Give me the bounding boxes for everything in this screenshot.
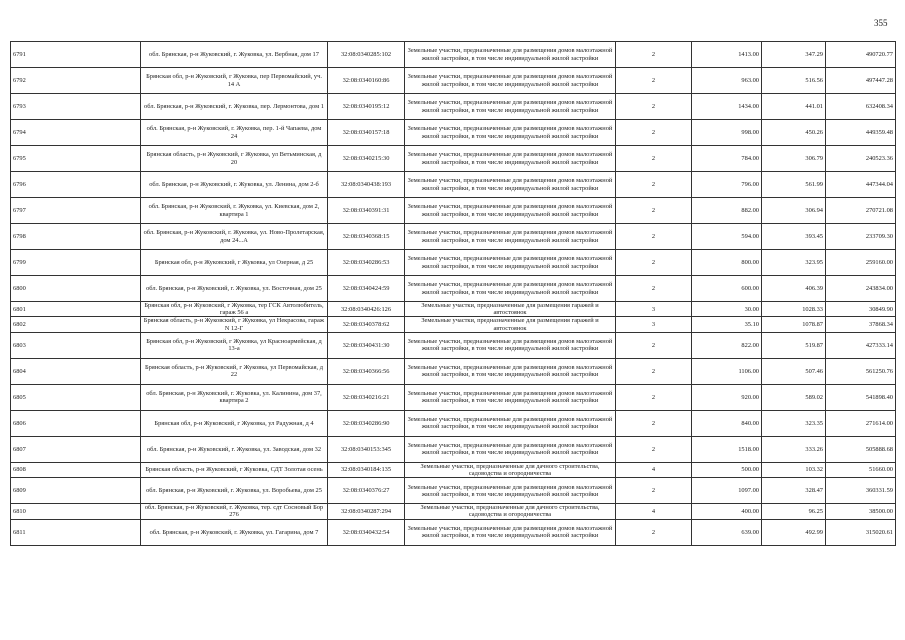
address-cell: обл. Брянская, р-н Жуковский, г. Жуковка, ул. Заводская, дом 32 bbox=[141, 436, 328, 462]
cadastral-number-cell: 32:08:0340157:18 bbox=[328, 120, 405, 146]
area-cell: 822.00 bbox=[692, 332, 762, 358]
table-row bbox=[11, 519, 896, 545]
cadastral-value-cell: 271614.00 bbox=[826, 410, 896, 436]
category-cell: 2 bbox=[616, 436, 692, 462]
category-cell: 2 bbox=[616, 410, 692, 436]
land-use-cell: Земельные участки, предназначенные для размещения домов малоэтажной жилой застройки, в том числе индивидуальной жилой застройки bbox=[405, 68, 616, 94]
row-number: 6800 bbox=[11, 276, 141, 302]
table-row bbox=[11, 384, 896, 410]
area-cell: 1097.00 bbox=[692, 478, 762, 504]
area-cell: 639.00 bbox=[692, 519, 762, 545]
row-number: 6808 bbox=[11, 462, 141, 477]
row-number: 6793 bbox=[11, 94, 141, 120]
address-cell: Брянская обл, р-н Жуковский, г Жуковка, пер Первомайский, уч. 14 А bbox=[141, 68, 328, 94]
land-use-cell: Земельные участки, предназначенные для размещения домов малоэтажной жилой застройки, в том числе индивидуальной жилой застройки bbox=[405, 146, 616, 172]
table-row bbox=[11, 410, 896, 436]
category-cell: 3 bbox=[616, 302, 692, 317]
area-cell: 784.00 bbox=[692, 146, 762, 172]
cadastral-value-cell: 240523.36 bbox=[826, 146, 896, 172]
unit-value-cell: 1028.33 bbox=[762, 302, 826, 317]
cadastral-value-cell: 270721.08 bbox=[826, 198, 896, 224]
table-row bbox=[11, 462, 896, 477]
cadastral-value-cell: 51660.00 bbox=[826, 462, 896, 477]
area-cell: 1106.00 bbox=[692, 358, 762, 384]
cadastral-number-cell: 32:08:0340216:21 bbox=[328, 384, 405, 410]
category-cell: 2 bbox=[616, 68, 692, 94]
category-cell: 2 bbox=[616, 172, 692, 198]
cadastral-number-cell: 32:08:0340432:54 bbox=[328, 519, 405, 545]
address-cell: обл. Брянская, р-н Жуковский, г. Жуковка, ул. Гагарина, дом 7 bbox=[141, 519, 328, 545]
row-number: 6801 bbox=[11, 302, 141, 317]
category-cell: 2 bbox=[616, 198, 692, 224]
unit-value-cell: 306.79 bbox=[762, 146, 826, 172]
category-cell: 2 bbox=[616, 478, 692, 504]
area-cell: 500.00 bbox=[692, 462, 762, 477]
land-use-cell: Земельные участки, предназначенные для размещения домов малоэтажной жилой застройки, в том числе индивидуальной жилой застройки bbox=[405, 332, 616, 358]
unit-value-cell: 507.46 bbox=[762, 358, 826, 384]
address-cell: обл. Брянская, р-н Жуковский, г. Жуковка, ул. Ново-Пролетарская, дом 24...А bbox=[141, 224, 328, 250]
unit-value-cell: 328.47 bbox=[762, 478, 826, 504]
area-cell: 400.00 bbox=[692, 504, 762, 519]
area-cell: 1413.00 bbox=[692, 42, 762, 68]
land-use-cell: Земельные участки, предназначенные для размещения домов малоэтажной жилой застройки, в том числе индивидуальной жилой застройки bbox=[405, 224, 616, 250]
land-use-cell: Земельные участки, предназначенные для размещения домов малоэтажной жилой застройки, в том числе индивидуальной жилой застройки bbox=[405, 250, 616, 276]
area-cell: 920.00 bbox=[692, 384, 762, 410]
page-number: 355 bbox=[874, 18, 888, 28]
cadastral-value-cell: 427333.14 bbox=[826, 332, 896, 358]
category-cell: 4 bbox=[616, 504, 692, 519]
cadastral-value-cell: 497447.28 bbox=[826, 68, 896, 94]
row-number: 6798 bbox=[11, 224, 141, 250]
cadastral-number-cell: 32:08:0340286:53 bbox=[328, 250, 405, 276]
address-cell: Брянская область, р-н Жуковский, г Жуковка, СДТ Золотая осень bbox=[141, 462, 328, 477]
cadastral-number-cell: 32:08:0340368:15 bbox=[328, 224, 405, 250]
address-cell: Брянская область, р-н Жуковский, г Жуковка, ул Некрасова, гараж N 12-Г bbox=[141, 317, 328, 332]
land-use-cell: Земельные участки, предназначенные для размещения гаражей и автостоянок bbox=[405, 302, 616, 317]
land-use-cell: Земельные участки, предназначенные для размещения домов малоэтажной жилой застройки, в том числе индивидуальной жилой застройки bbox=[405, 519, 616, 545]
row-number: 6797 bbox=[11, 198, 141, 224]
category-cell: 2 bbox=[616, 519, 692, 545]
category-cell: 2 bbox=[616, 384, 692, 410]
row-number: 6805 bbox=[11, 384, 141, 410]
table-row bbox=[11, 94, 896, 120]
cadastral-number-cell: 32:08:0340285:102 bbox=[328, 42, 405, 68]
row-number: 6796 bbox=[11, 172, 141, 198]
cadastral-number-cell: 32:08:0340438:193 bbox=[328, 172, 405, 198]
cadastral-number-cell: 32:08:0340391:31 bbox=[328, 198, 405, 224]
unit-value-cell: 347.29 bbox=[762, 42, 826, 68]
row-number: 6799 bbox=[11, 250, 141, 276]
area-cell: 1518.00 bbox=[692, 436, 762, 462]
land-use-cell: Земельные участки, предназначенные для размещения домов малоэтажной жилой застройки, в том числе индивидуальной жилой застройки bbox=[405, 94, 616, 120]
land-use-cell: Земельные участки, предназначенные для размещения домов малоэтажной жилой застройки, в том числе индивидуальной жилой застройки bbox=[405, 478, 616, 504]
cadastral-value-cell: 505888.68 bbox=[826, 436, 896, 462]
address-cell: обл. Брянская, р-н Жуковский, г. Жуковка, ул. Калинина, дом 37, квартира 2 bbox=[141, 384, 328, 410]
table-row bbox=[11, 42, 896, 68]
row-number: 6795 bbox=[11, 146, 141, 172]
area-cell: 800.00 bbox=[692, 250, 762, 276]
land-use-cell: Земельные участки, предназначенные для размещения домов малоэтажной жилой застройки, в том числе индивидуальной жилой застройки bbox=[405, 358, 616, 384]
category-cell: 2 bbox=[616, 224, 692, 250]
table-row bbox=[11, 332, 896, 358]
cadastral-number-cell: 32:08:0340424:59 bbox=[328, 276, 405, 302]
unit-value-cell: 406.39 bbox=[762, 276, 826, 302]
category-cell: 2 bbox=[616, 332, 692, 358]
category-cell: 2 bbox=[616, 276, 692, 302]
row-number: 6792 bbox=[11, 68, 141, 94]
unit-value-cell: 96.25 bbox=[762, 504, 826, 519]
category-cell: 2 bbox=[616, 42, 692, 68]
cadastral-number-cell: 32:08:0340366:56 bbox=[328, 358, 405, 384]
address-cell: обл. Брянская, р-н Жуковский, г. Жуковка, ул. Киевская, дом 2, квартира 1 bbox=[141, 198, 328, 224]
cadastral-value-cell: 449359.48 bbox=[826, 120, 896, 146]
land-use-cell: Земельные участки, предназначенные для размещения домов малоэтажной жилой застройки, в том числе индивидуальной жилой застройки bbox=[405, 172, 616, 198]
row-number: 6810 bbox=[11, 504, 141, 519]
cadastral-value-cell: 37868.34 bbox=[826, 317, 896, 332]
cadastral-value-cell: 561250.76 bbox=[826, 358, 896, 384]
cadastral-number-cell: 32:08:0340286:90 bbox=[328, 410, 405, 436]
address-cell: обл. Брянская, р-н Жуковский, г. Жуковка, пер. 1-й Чапаева, дом 24 bbox=[141, 120, 328, 146]
unit-value-cell: 519.87 bbox=[762, 332, 826, 358]
address-cell: обл. Брянская, р-н Жуковский, г. Жуковка, ул. Вербная, дом 17 bbox=[141, 42, 328, 68]
address-cell: обл. Брянская, р-н Жуковский, г. Жуковка, ул. Ленина, дом 2-б bbox=[141, 172, 328, 198]
cadastral-number-cell: 32:08:0340376:27 bbox=[328, 478, 405, 504]
address-cell: обл. Брянская, р-н Жуковский, г. Жуковка, ул. Воробьева, дом 25 bbox=[141, 478, 328, 504]
area-cell: 840.00 bbox=[692, 410, 762, 436]
address-cell: обл. Брянская, р-н Жуковский, г. Жуковка, пер. Лермонтова, дом 1 bbox=[141, 94, 328, 120]
address-cell: Брянская обл, р-н Жуковский, г Жуковка, ул Озерная, д 25 bbox=[141, 250, 328, 276]
land-use-cell: Земельные участки, предназначенные для размещения домов малоэтажной жилой застройки, в том числе индивидуальной жилой застройки bbox=[405, 410, 616, 436]
unit-value-cell: 450.26 bbox=[762, 120, 826, 146]
unit-value-cell: 1078.87 bbox=[762, 317, 826, 332]
row-number: 6803 bbox=[11, 332, 141, 358]
cadastral-number-cell: 32:08:0340160:86 bbox=[328, 68, 405, 94]
cadastral-value-cell: 30849.90 bbox=[826, 302, 896, 317]
table-row bbox=[11, 250, 896, 276]
cadastral-value-cell: 490720.77 bbox=[826, 42, 896, 68]
cadastral-value-cell: 447344.04 bbox=[826, 172, 896, 198]
category-cell: 4 bbox=[616, 462, 692, 477]
cadastral-number-cell: 32:08:0340426:126 bbox=[328, 302, 405, 317]
cadastral-number-cell: 32:08:0340287:294 bbox=[328, 504, 405, 519]
unit-value-cell: 516.56 bbox=[762, 68, 826, 94]
cadastral-value-cell: 541898.40 bbox=[826, 384, 896, 410]
cadastral-value-table bbox=[10, 41, 896, 546]
category-cell: 3 bbox=[616, 317, 692, 332]
cadastral-value-cell: 233709.30 bbox=[826, 224, 896, 250]
unit-value-cell: 561.99 bbox=[762, 172, 826, 198]
category-cell: 2 bbox=[616, 120, 692, 146]
table-row bbox=[11, 358, 896, 384]
land-use-cell: Земельные участки, предназначенные для размещения домов малоэтажной жилой застройки, в том числе индивидуальной жилой застройки bbox=[405, 384, 616, 410]
table-row bbox=[11, 436, 896, 462]
row-number: 6811 bbox=[11, 519, 141, 545]
unit-value-cell: 333.26 bbox=[762, 436, 826, 462]
unit-value-cell: 492.99 bbox=[762, 519, 826, 545]
area-cell: 594.00 bbox=[692, 224, 762, 250]
unit-value-cell: 323.35 bbox=[762, 410, 826, 436]
area-cell: 882.00 bbox=[692, 198, 762, 224]
cadastral-value-cell: 259160.00 bbox=[826, 250, 896, 276]
address-cell: Брянская область, р-н Жуковский, г Жуковка, ул Ветьминская, д 20 bbox=[141, 146, 328, 172]
land-use-cell: Земельные участки, предназначенные для размещения домов малоэтажной жилой застройки, в том числе индивидуальной жилой застройки bbox=[405, 436, 616, 462]
table-row bbox=[11, 198, 896, 224]
address-cell: обл. Брянская, р-н Жуковский, г. Жуковка, тер. сдт Сосновый Бор 276 bbox=[141, 504, 328, 519]
row-number: 6791 bbox=[11, 42, 141, 68]
cadastral-value-cell: 315020.61 bbox=[826, 519, 896, 545]
cadastral-value-cell: 360331.59 bbox=[826, 478, 896, 504]
area-cell: 1434.00 bbox=[692, 94, 762, 120]
land-use-cell: Земельные участки, предназначенные для размещения домов малоэтажной жилой застройки, в том числе индивидуальной жилой застройки bbox=[405, 198, 616, 224]
area-cell: 30.00 bbox=[692, 302, 762, 317]
cadastral-value-cell: 632408.34 bbox=[826, 94, 896, 120]
land-use-cell: Земельные участки, предназначенные для размещения гаражей и автостоянок bbox=[405, 317, 616, 332]
unit-value-cell: 323.95 bbox=[762, 250, 826, 276]
row-number: 6809 bbox=[11, 478, 141, 504]
table-row bbox=[11, 276, 896, 302]
land-use-cell: Земельные участки, предназначенные для размещения домов малоэтажной жилой застройки, в том числе индивидуальной жилой застройки bbox=[405, 120, 616, 146]
table-row bbox=[11, 224, 896, 250]
land-use-cell: Земельные участки, предназначенные для дачного строительства, садоводства и огородничества bbox=[405, 504, 616, 519]
row-number: 6804 bbox=[11, 358, 141, 384]
land-use-cell: Земельные участки, предназначенные для дачного строительства, садоводства и огородничества bbox=[405, 462, 616, 477]
cadastral-value-cell: 38500.00 bbox=[826, 504, 896, 519]
area-cell: 600.00 bbox=[692, 276, 762, 302]
address-cell: Брянская обл, р-н Жуковский, г Жуковка, тер ГСК Автолюбитель, гараж 56 а bbox=[141, 302, 328, 317]
land-use-cell: Земельные участки, предназначенные для размещения домов малоэтажной жилой застройки, в том числе индивидуальной жилой застройки bbox=[405, 42, 616, 68]
row-number: 6806 bbox=[11, 410, 141, 436]
cadastral-number-cell: 32:08:0340215:30 bbox=[328, 146, 405, 172]
area-cell: 35.10 bbox=[692, 317, 762, 332]
land-use-cell: Земельные участки, предназначенные для размещения домов малоэтажной жилой застройки, в том числе индивидуальной жилой застройки bbox=[405, 276, 616, 302]
address-cell: Брянская обл, р-н Жуковский, г Жуковка, ул Красноармейская, д 13-а bbox=[141, 332, 328, 358]
category-cell: 2 bbox=[616, 358, 692, 384]
category-cell: 2 bbox=[616, 250, 692, 276]
cadastral-number-cell: 32:08:0340431:30 bbox=[328, 332, 405, 358]
category-cell: 2 bbox=[616, 94, 692, 120]
table-row bbox=[11, 317, 896, 332]
area-cell: 963.00 bbox=[692, 68, 762, 94]
address-cell: Брянская область, р-н Жуковский, г Жуковка, ул Первомайская, д 22 bbox=[141, 358, 328, 384]
address-cell: Брянская обл, р-н Жуковский, г Жуковка, ул Радужная, д 4 bbox=[141, 410, 328, 436]
unit-value-cell: 306.94 bbox=[762, 198, 826, 224]
row-number: 6807 bbox=[11, 436, 141, 462]
unit-value-cell: 103.32 bbox=[762, 462, 826, 477]
table-row bbox=[11, 504, 896, 519]
cadastral-number-cell: 32:08:0340195:12 bbox=[328, 94, 405, 120]
cadastral-value-cell: 243834.00 bbox=[826, 276, 896, 302]
cadastral-number-cell: 32:08:0340378:62 bbox=[328, 317, 405, 332]
table-row bbox=[11, 146, 896, 172]
table-row bbox=[11, 120, 896, 146]
cadastral-number-cell: 32:08:0340153:345 bbox=[328, 436, 405, 462]
table-row bbox=[11, 478, 896, 504]
row-number: 6802 bbox=[11, 317, 141, 332]
row-number: 6794 bbox=[11, 120, 141, 146]
table-row bbox=[11, 68, 896, 94]
unit-value-cell: 393.45 bbox=[762, 224, 826, 250]
table-row bbox=[11, 302, 896, 317]
table-row bbox=[11, 172, 896, 198]
address-cell: обл. Брянская, р-н Жуковский, г. Жуковка, ул. Восточная, дом 25 bbox=[141, 276, 328, 302]
area-cell: 998.00 bbox=[692, 120, 762, 146]
unit-value-cell: 441.01 bbox=[762, 94, 826, 120]
area-cell: 796.00 bbox=[692, 172, 762, 198]
cadastral-number-cell: 32:08:0340184:135 bbox=[328, 462, 405, 477]
category-cell: 2 bbox=[616, 146, 692, 172]
unit-value-cell: 589.02 bbox=[762, 384, 826, 410]
